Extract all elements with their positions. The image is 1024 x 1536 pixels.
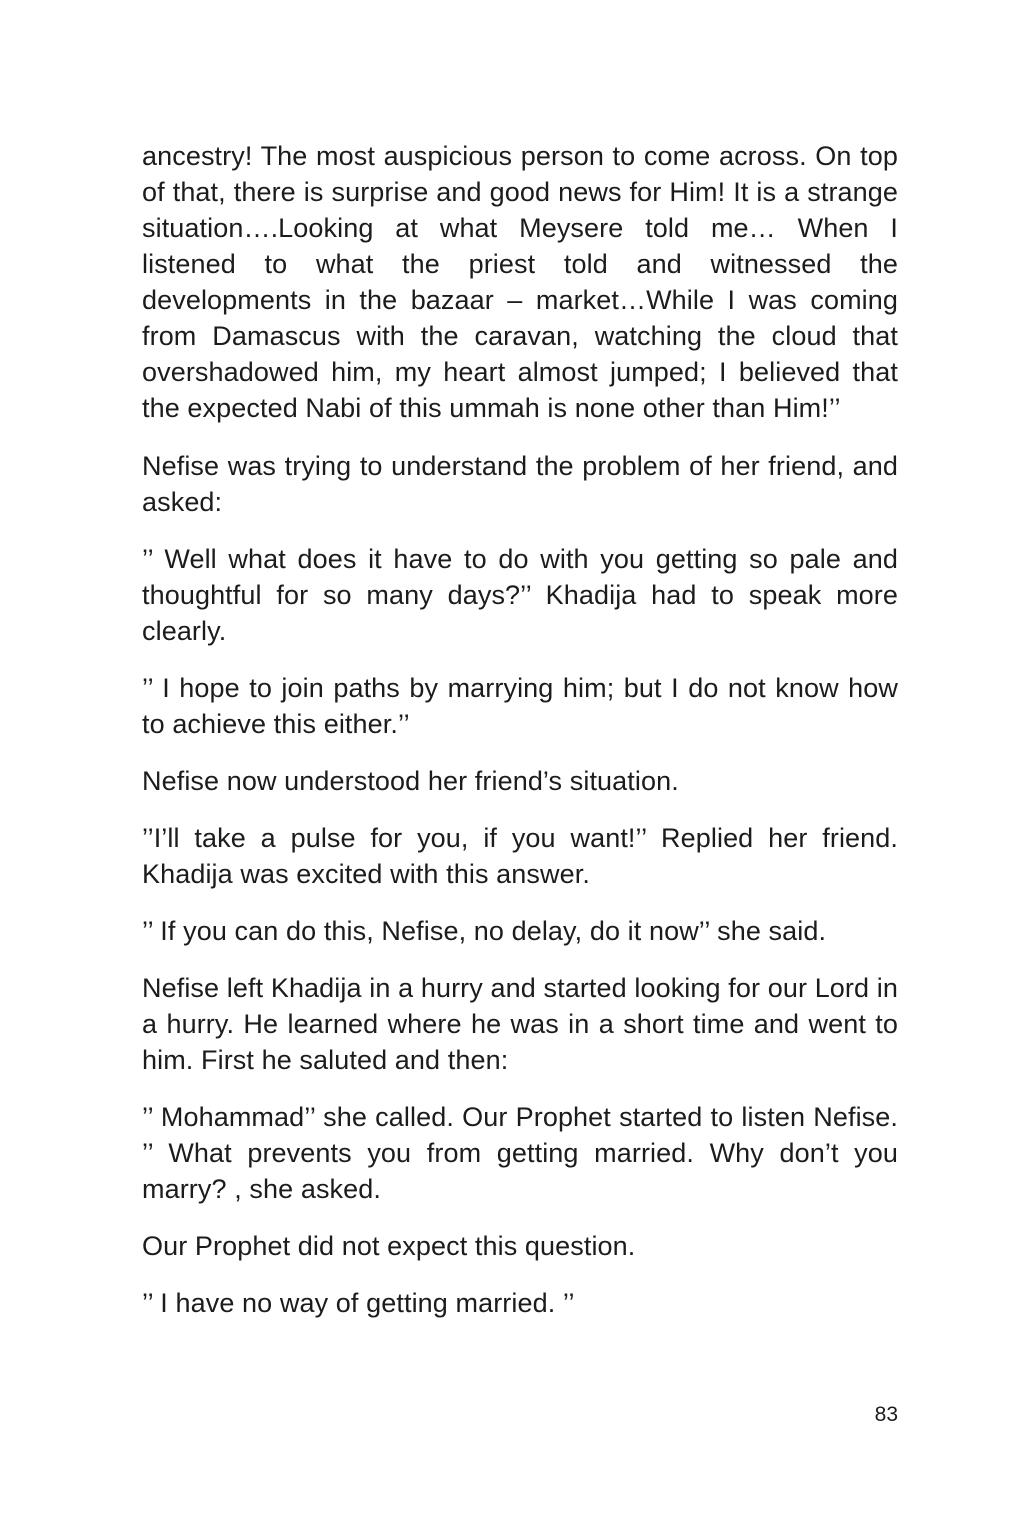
paragraph-2: Nefise was trying to understand the problem of her friend, and asked:	[142, 451, 898, 517]
paragraph-4: ’’ I hope to join paths by marrying him; but I do not know how to achieve this either.’’	[142, 673, 898, 739]
paragraph-8: Nefise left Khadija in a hurry and started looking for our Lord in a hurry. He learned where he was in a short time and went to him. First he saluted and then:	[142, 973, 898, 1075]
page-number: 83	[874, 1403, 898, 1426]
paragraph-7: ’’ If you can do this, Nefise, no delay, do it now’’ she said.	[142, 916, 827, 946]
paragraph-10: Our Prophet did not expect this question.	[142, 1231, 636, 1261]
paragraph-3: ’’ Well what does it have to do with you getting so pale and thoughtful for so many days?’’ Khadija had to speak more clearly.	[142, 544, 898, 646]
page-body	[142, 138, 898, 1342]
paragraph-1: ancestry! The most auspicious person to come across. On top of that, there is surprise and good news for Him! It is a strange situation….Looking at what Meysere told me… When I listened to what the priest told and witnessed the developments in the bazaar – market…While I was coming from Damascus with the caravan, watching the cloud that overshadowed him, my heart almost jumped; I believed that the expected Nabi of this ummah is none other than Him!’’	[142, 141, 898, 423]
paragraph-6: ’’I’ll take a pulse for you, if you want!’’ Replied her friend. Khadija was excited with this answer.	[142, 823, 898, 889]
paragraph-5: Nefise now understood her friend’s situation.	[142, 766, 679, 796]
paragraph-9: ’’ Mohammad’’ she called. Our Prophet started to listen Nefise. ’’ What prevents you from getting married. Why don’t you marry? , she asked.	[142, 1102, 898, 1204]
paragraph-11: ’’ I have no way of getting married. ’’	[142, 1288, 575, 1318]
